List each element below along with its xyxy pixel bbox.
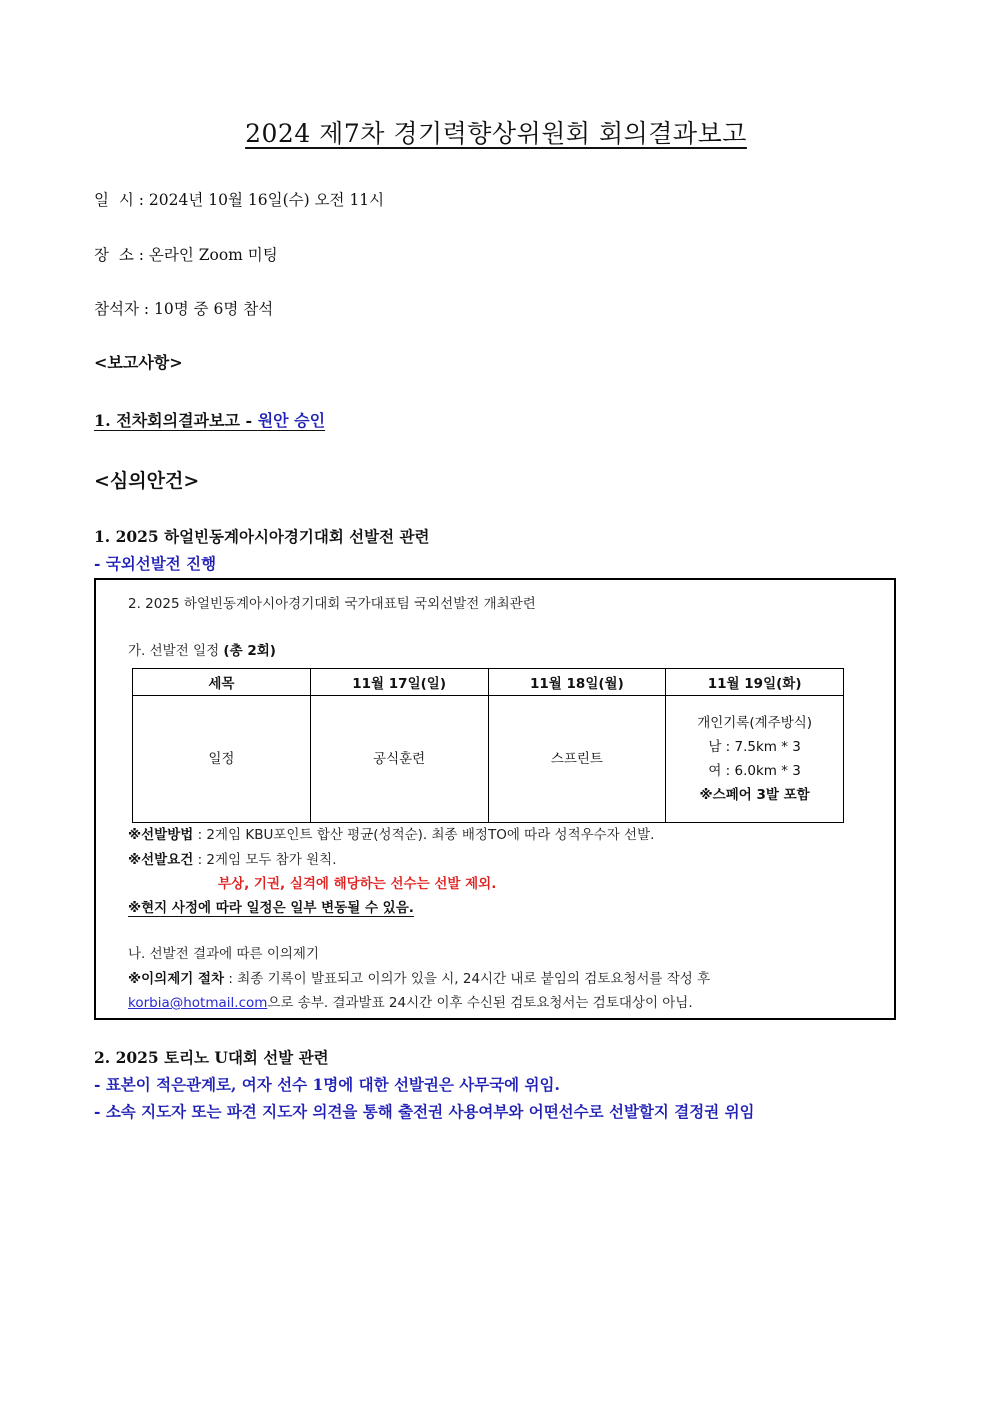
date-value: 2024년 10월 16일(수) 오전 11시 — [148, 191, 385, 209]
table-cell: 공식훈련 — [310, 696, 488, 823]
attend-value: 10명 중 6명 참석 — [154, 300, 274, 318]
table-row — [133, 696, 844, 823]
meeting-attendance: 참석자 : 10명 중 6명 참석 — [94, 300, 274, 318]
schedule-table — [132, 668, 844, 823]
email-link[interactable]: korbia@hotmail.com — [128, 995, 268, 1011]
meeting-date: 일 시 : 2024년 10월 16일(수) 오전 11시 — [94, 191, 385, 209]
exclusion-note: 부상, 기권, 실격에 해당하는 선수는 선발 제외. — [218, 876, 497, 892]
table-cell: 일정 — [133, 696, 311, 823]
report-item-1 — [94, 408, 325, 431]
table-header: 11월 19일(화) — [666, 669, 844, 696]
place-value: 온라인 Zoom 미팅 — [148, 246, 278, 264]
appeal-procedure: ※이의제기 절차 : 최종 기록이 발표되고 이의가 있을 시, 24시간 내로 붙임의 검토요청서를 작성 후 — [128, 971, 711, 987]
agenda-item-1-bullet: - 국외선발전 진행 — [94, 554, 217, 573]
meeting-place: 장 소 : 온라인 Zoom 미팅 — [94, 246, 278, 264]
page-title: 2024 제7차 경기력향상위원회 회의결과보고 — [245, 119, 747, 148]
agenda-item-2-bullet: - 소속 지도자 또는 파견 지도자 의견을 통해 출전권 사용여부와 어떤선수로 선발할지 결정권 위임 — [94, 1102, 755, 1121]
agenda-item-2-bullet: - 표본이 적은관계로, 여자 선수 1명에 대한 선발권은 사무국에 위임. — [94, 1075, 560, 1094]
table-header: 세목 — [133, 669, 311, 696]
selection-requirement: ※선발요건 : 2게임 모두 참가 원칙. — [128, 852, 337, 868]
place-label: 장 소 — [94, 246, 134, 264]
schedule-change-note: ※현지 사정에 따라 일정은 일부 변동될 수 있음. — [128, 900, 414, 916]
appeal-procedure-cont: korbia@hotmail.com으로 송부. 결과발표 24시간 이후 수신된 검토요청서는 검토대상이 아님. — [128, 995, 693, 1011]
table-header-row — [133, 669, 844, 696]
table-cell: 개인기록(계주방식) 남 : 7.5km * 3 여 : 6.0km * 3 ※스페어 3발 포함 — [666, 696, 844, 823]
appeal-subheading: 나. 선발전 결과에 따른 이의제기 — [128, 946, 319, 962]
schedule-subheading: 가. 선발전 일정 (총 2회) — [128, 643, 276, 659]
attachment-box — [94, 578, 896, 1020]
date-label: 일 시 — [94, 191, 134, 209]
agenda-heading: <심의안건> — [94, 470, 200, 492]
box-heading: 2. 2025 하얼빈동계아시아경기대회 국가대표팀 국외선발전 개최관련 — [128, 596, 536, 612]
attend-label: 참석자 — [94, 300, 139, 318]
report-heading: <보고사항> — [94, 353, 183, 372]
report-item-1-result: 원안 승인 — [257, 411, 326, 430]
agenda-item-1-title: 1. 2025 하얼빈동계아시아경기대회 선발전 관련 — [94, 527, 430, 546]
table-header: 11월 17일(일) — [310, 669, 488, 696]
table-cell: 스프린트 — [488, 696, 666, 823]
report-item-1-text: 1. 전차회의결과보고 - — [94, 411, 258, 430]
table-header: 11월 18일(월) — [488, 669, 666, 696]
selection-method: ※선발방법 : 2게임 KBU포인트 합산 평균(성적순). 최종 배정TO에 따라 성적우수자 선발. — [128, 827, 655, 843]
agenda-item-2-title: 2. 2025 토리노 U대회 선발 관련 — [94, 1048, 329, 1067]
